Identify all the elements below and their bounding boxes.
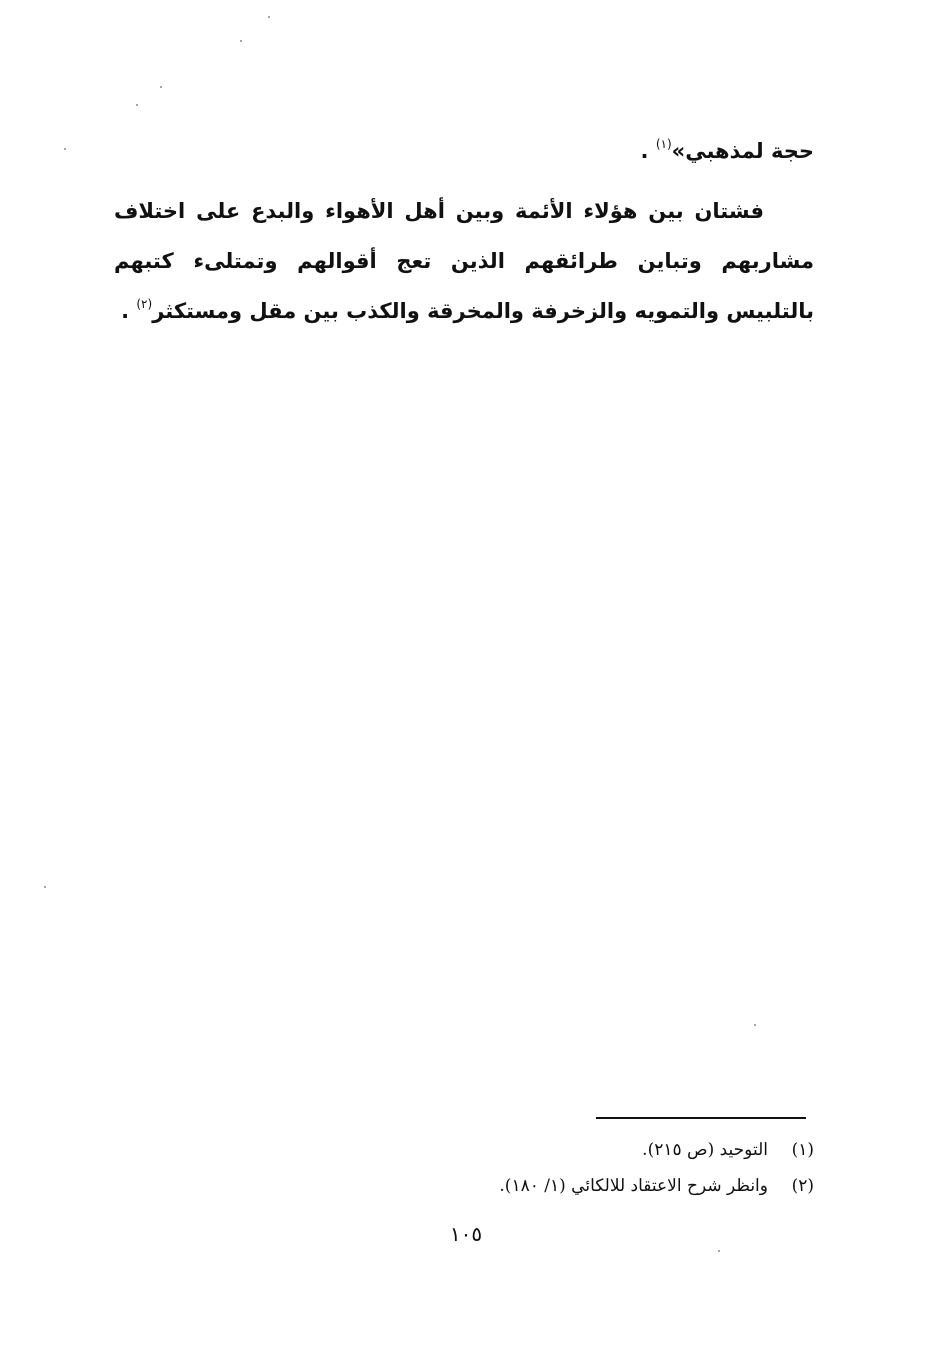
paragraph-text: فشتان بين هؤلاء الأئمة وبين أهل الأهواء والبدع على اختلاف مشاربهم وتباين طرائقهم الذين تعج أقوالهم وتمتلىء كتبهم بالتلبيس والتمويه والزخرفة والمخرقة والكذب بين مقل ومستكثر: [114, 199, 814, 323]
footnote-number: (١): [791, 1140, 814, 1160]
scan-speck: [754, 1024, 756, 1026]
footnotes-section: [214, 1132, 814, 1204]
footnote-number: (٢): [791, 1176, 814, 1196]
footnote-ref-2[interactable]: (٢): [136, 297, 153, 311]
opening-line-end: .: [640, 139, 649, 163]
footnote-text: التوحيد (ص ٢١٥).: [642, 1140, 768, 1160]
opening-line: [114, 126, 814, 176]
footnote-separator: [596, 1117, 806, 1119]
page-number: ١٠٥: [449, 1222, 483, 1246]
scan-speck: [64, 148, 66, 150]
opening-line-text: حجة لمذهبي»: [671, 139, 814, 163]
footnote-ref-1[interactable]: (١): [655, 137, 672, 151]
scan-speck: [44, 886, 46, 888]
footnote-text: وانظر شرح الاعتقاد للالكائي (١/ ١٨٠).: [499, 1176, 768, 1196]
scan-speck: [160, 86, 162, 88]
scan-speck: [136, 104, 138, 106]
scan-speck: [268, 16, 270, 18]
paragraph-end: .: [121, 299, 130, 323]
body-paragraph: [114, 186, 814, 336]
scan-speck: [718, 1250, 720, 1252]
footnote-1: [214, 1132, 814, 1168]
footnote-2: [214, 1168, 814, 1204]
scan-speck: [240, 40, 242, 42]
